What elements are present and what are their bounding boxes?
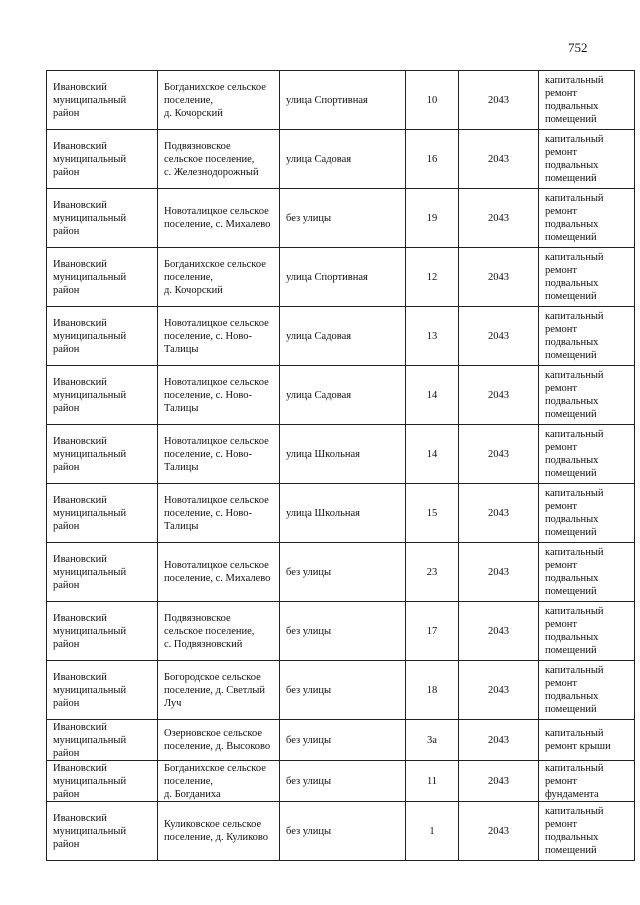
district-cell <box>47 71 158 130</box>
settlement-cell-line: Луч <box>164 697 182 709</box>
work-type-cell-line: подвальных <box>545 832 599 843</box>
work-type-cell-line: ремонт <box>545 147 578 158</box>
district-cell-line: муниципальный <box>53 734 127 746</box>
settlement-cell-line: поселение, с. Михалево <box>164 219 271 230</box>
work-type-cell <box>539 189 635 248</box>
house-number-cell: 19 <box>406 189 459 248</box>
street-cell: без улицы <box>280 761 406 802</box>
work-type-cell-line: ремонт <box>545 442 578 453</box>
street-cell: без улицы <box>280 661 406 720</box>
table-row <box>47 366 635 425</box>
year-cell: 2043 <box>459 71 539 130</box>
settlement-cell <box>158 71 280 130</box>
year-cell: 2043 <box>459 189 539 248</box>
district-cell-line: Ивановский <box>53 199 107 211</box>
work-type-cell-line: ремонт <box>545 383 578 394</box>
work-type-cell-line: помещений <box>545 845 597 856</box>
settlement-cell <box>158 802 280 861</box>
district-cell-line: район <box>53 343 80 355</box>
work-type-cell-line: помещений <box>545 409 597 420</box>
work-type-cell-line: капитальный <box>545 762 604 774</box>
year-cell: 2043 <box>459 307 539 366</box>
year-cell: 2043 <box>459 366 539 425</box>
year-cell: 2043 <box>459 130 539 189</box>
settlement-cell <box>158 602 280 661</box>
house-number-cell: 15 <box>406 484 459 543</box>
settlement-cell <box>158 761 280 802</box>
work-type-cell-line: капитальный <box>545 252 604 263</box>
settlement-cell-line: Новоталицкое сельское <box>164 376 269 388</box>
settlement-cell-line: Новоталицкое сельское <box>164 560 269 571</box>
district-cell-line: муниципальный <box>53 684 127 696</box>
house-number-cell: 13 <box>406 307 459 366</box>
settlement-cell-line: д. Кочорский <box>164 284 223 296</box>
settlement-cell-line: поселение, с. Ново- <box>164 389 253 401</box>
settlement-cell-line: поселение, с. Михалево <box>164 573 271 584</box>
street-cell: без улицы <box>280 189 406 248</box>
work-type-cell-line: капитальный <box>545 370 604 381</box>
work-type-cell-line: помещений <box>545 586 597 597</box>
district-cell <box>47 366 158 425</box>
work-type-cell-line: помещений <box>545 291 597 302</box>
work-type-cell-line: помещений <box>545 468 597 479</box>
work-type-cell-line: ремонт крыши <box>545 741 611 752</box>
district-cell-line: район <box>53 166 80 178</box>
work-type-cell-line: ремонт <box>545 775 578 787</box>
work-type-cell <box>539 484 635 543</box>
work-type-cell-line: помещений <box>545 704 597 715</box>
house-number-cell: 23 <box>406 543 459 602</box>
settlement-cell <box>158 661 280 720</box>
work-type-cell-line: ремонт <box>545 501 578 512</box>
district-cell-line: Ивановский <box>53 721 107 733</box>
table-row <box>47 761 635 802</box>
district-cell-line: Ивановский <box>53 812 107 824</box>
settlement-cell <box>158 130 280 189</box>
street-cell: без улицы <box>280 602 406 661</box>
year-cell: 2043 <box>459 602 539 661</box>
district-cell-line: муниципальный <box>53 566 127 578</box>
work-type-cell <box>539 130 635 189</box>
work-type-cell <box>539 802 635 861</box>
settlement-cell <box>158 425 280 484</box>
work-type-cell-line: подвальных <box>545 160 599 171</box>
settlement-cell-line: поселение, <box>164 271 214 283</box>
work-type-cell-line: ремонт <box>545 324 578 335</box>
year-cell: 2043 <box>459 248 539 307</box>
district-cell <box>47 307 158 366</box>
settlement-cell-line: Богданихское сельское <box>164 81 266 93</box>
house-number-cell: 16 <box>406 130 459 189</box>
work-type-cell <box>539 71 635 130</box>
work-type-cell-line: помещений <box>545 527 597 538</box>
settlement-cell-line: Новоталицкое сельское <box>164 435 269 447</box>
table-row <box>47 543 635 602</box>
district-cell <box>47 248 158 307</box>
work-type-cell-line: капитальный <box>545 134 604 145</box>
district-cell <box>47 602 158 661</box>
page-number: 752 <box>568 40 588 55</box>
settlement-cell <box>158 189 280 248</box>
work-type-cell-line: капитальный <box>545 665 604 676</box>
work-type-cell-line: подвальных <box>545 691 599 702</box>
work-type-cell-line: помещений <box>545 232 597 243</box>
work-type-cell-line: капитальный <box>545 547 604 558</box>
house-number-cell: 14 <box>406 366 459 425</box>
district-cell-line: муниципальный <box>53 825 127 837</box>
district-cell <box>47 425 158 484</box>
house-number-cell: 3а <box>406 720 459 761</box>
house-number-cell: 18 <box>406 661 459 720</box>
district-cell-line: район <box>53 520 80 532</box>
street-cell: без улицы <box>280 720 406 761</box>
table-row <box>47 484 635 543</box>
district-cell-line: муниципальный <box>53 507 127 519</box>
work-type-cell-line: подвальных <box>545 278 599 289</box>
settlement-cell-line: поселение, с. Ново- <box>164 507 253 519</box>
work-type-cell <box>539 366 635 425</box>
district-cell-line: муниципальный <box>53 330 127 342</box>
table-row <box>47 602 635 661</box>
settlement-cell-line: поселение, с. Ново- <box>164 448 253 460</box>
work-type-cell <box>539 543 635 602</box>
district-cell-line: муниципальный <box>53 625 127 637</box>
work-type-cell-line: ремонт <box>545 206 578 217</box>
district-cell-line: Ивановский <box>53 435 107 447</box>
work-type-cell-line: подвальных <box>545 514 599 525</box>
table-body <box>47 71 635 861</box>
settlement-cell-line: д. Кочорский <box>164 107 223 119</box>
work-type-cell-line: подвальных <box>545 573 599 584</box>
work-type-cell-line: подвальных <box>545 101 599 112</box>
settlement-cell-line: Богданихское сельское <box>164 762 266 774</box>
work-type-cell <box>539 720 635 761</box>
work-type-cell-line: ремонт <box>545 678 578 689</box>
table-row <box>47 130 635 189</box>
settlement-cell-line: поселение, <box>164 775 214 787</box>
year-cell: 2043 <box>459 425 539 484</box>
district-cell-line: район <box>53 107 80 119</box>
work-type-cell-line: ремонт <box>545 819 578 830</box>
district-cell <box>47 130 158 189</box>
settlement-cell-line: Талицы <box>164 343 199 355</box>
settlement-cell-line: поселение, д. Куликово <box>164 832 269 843</box>
settlement-cell-line: Подвязновское <box>164 612 231 624</box>
settlement-cell <box>158 366 280 425</box>
street-cell: улица Спортивная <box>280 71 406 130</box>
street-cell: улица Садовая <box>280 307 406 366</box>
work-type-cell-line: капитальный <box>545 488 604 499</box>
table-row <box>47 661 635 720</box>
work-type-cell-line: капитальный <box>545 806 604 817</box>
settlement-cell <box>158 248 280 307</box>
settlement-cell-line: сельское поселение, <box>164 153 255 165</box>
settlement-cell-line: с. Подвязновский <box>164 638 243 650</box>
district-cell-line: Ивановский <box>53 762 107 774</box>
district-cell-line: район <box>53 461 80 473</box>
district-cell <box>47 189 158 248</box>
district-cell-line: муниципальный <box>53 153 127 165</box>
district-cell-line: Ивановский <box>53 258 107 270</box>
district-cell-line: Ивановский <box>53 317 107 329</box>
work-type-cell-line: ремонт <box>545 88 578 99</box>
year-cell: 2043 <box>459 484 539 543</box>
settlement-cell-line: Подвязновское <box>164 140 231 152</box>
settlement-cell-line: поселение, д. Светлый <box>164 684 266 696</box>
settlement-cell-line: д. Богданиха <box>164 788 221 800</box>
table-row <box>47 189 635 248</box>
district-cell <box>47 761 158 802</box>
table-row <box>47 248 635 307</box>
work-type-cell-line: подвальных <box>545 337 599 348</box>
district-cell <box>47 802 158 861</box>
district-cell-line: муниципальный <box>53 94 127 106</box>
district-cell-line: муниципальный <box>53 448 127 460</box>
work-type-cell-line: помещений <box>545 645 597 656</box>
work-type-cell-line: подвальных <box>545 219 599 230</box>
table-row <box>47 307 635 366</box>
work-type-cell-line: капитальный <box>545 728 604 739</box>
repair-schedule-table <box>46 70 635 861</box>
work-type-cell-line: ремонт <box>545 265 578 276</box>
settlement-cell-line: Новоталицкое сельское <box>164 494 269 506</box>
settlement-cell <box>158 543 280 602</box>
work-type-cell-line: фундамента <box>545 788 599 800</box>
work-type-cell-line: капитальный <box>545 606 604 617</box>
work-type-cell-line: помещений <box>545 114 597 125</box>
district-cell-line: муниципальный <box>53 212 127 224</box>
house-number-cell: 14 <box>406 425 459 484</box>
settlement-cell-line: поселение, с. Ново- <box>164 330 253 342</box>
district-cell-line: район <box>53 225 80 237</box>
house-number-cell: 11 <box>406 761 459 802</box>
street-cell: без улицы <box>280 543 406 602</box>
district-cell-line: Ивановский <box>53 140 107 152</box>
street-cell: улица Садовая <box>280 130 406 189</box>
district-cell-line: район <box>53 747 80 759</box>
district-cell-line: Ивановский <box>53 553 107 565</box>
year-cell: 2043 <box>459 543 539 602</box>
table-row <box>47 425 635 484</box>
table-row <box>47 720 635 761</box>
settlement-cell-line: Озерновское сельское <box>164 728 263 739</box>
settlement-cell <box>158 307 280 366</box>
district-cell-line: район <box>53 788 80 800</box>
table-row <box>47 802 635 861</box>
work-type-cell-line: помещений <box>545 173 597 184</box>
settlement-cell-line: Богородское сельское <box>164 671 261 683</box>
district-cell-line: муниципальный <box>53 389 127 401</box>
district-cell-line: район <box>53 638 80 650</box>
settlement-cell-line: с. Железнодорожный <box>164 166 259 178</box>
street-cell: улица Школьная <box>280 425 406 484</box>
district-cell-line: район <box>53 697 80 709</box>
settlement-cell <box>158 720 280 761</box>
settlement-cell-line: Новоталицкое сельское <box>164 317 269 329</box>
work-type-cell <box>539 307 635 366</box>
district-cell-line: район <box>53 579 80 591</box>
district-cell-line: Ивановский <box>53 671 107 683</box>
work-type-cell <box>539 425 635 484</box>
street-cell: улица Спортивная <box>280 248 406 307</box>
work-type-cell-line: помещений <box>545 350 597 361</box>
work-type-cell-line: ремонт <box>545 560 578 571</box>
district-cell-line: муниципальный <box>53 271 127 283</box>
table-row <box>47 71 635 130</box>
settlement-cell-line: Богданихское сельское <box>164 258 266 270</box>
house-number-cell: 12 <box>406 248 459 307</box>
work-type-cell <box>539 661 635 720</box>
settlement-cell-line: Новоталицкое сельское <box>164 206 269 217</box>
work-type-cell-line: капитальный <box>545 429 604 440</box>
work-type-cell <box>539 761 635 802</box>
district-cell <box>47 543 158 602</box>
settlement-cell-line: Талицы <box>164 520 199 532</box>
settlement-cell-line: поселение, <box>164 94 214 106</box>
settlement-cell-line: сельское поселение, <box>164 625 255 637</box>
work-type-cell-line: капитальный <box>545 193 604 204</box>
work-type-cell-line: подвальных <box>545 396 599 407</box>
settlement-cell-line: Куликовское сельское <box>164 819 262 830</box>
district-cell-line: Ивановский <box>53 494 107 506</box>
district-cell-line: район <box>53 402 80 414</box>
street-cell: без улицы <box>280 802 406 861</box>
house-number-cell: 1 <box>406 802 459 861</box>
work-type-cell-line: подвальных <box>545 455 599 466</box>
work-type-cell-line: ремонт <box>545 619 578 630</box>
year-cell: 2043 <box>459 802 539 861</box>
house-number-cell: 10 <box>406 71 459 130</box>
year-cell: 2043 <box>459 661 539 720</box>
street-cell: улица Садовая <box>280 366 406 425</box>
district-cell <box>47 661 158 720</box>
work-type-cell <box>539 602 635 661</box>
district-cell-line: район <box>53 284 80 296</box>
settlement-cell-line: поселение, д. Высоково <box>164 741 271 752</box>
work-type-cell <box>539 248 635 307</box>
district-cell-line: муниципальный <box>53 775 127 787</box>
district-cell <box>47 720 158 761</box>
work-type-cell-line: подвальных <box>545 632 599 643</box>
year-cell: 2043 <box>459 720 539 761</box>
district-cell <box>47 484 158 543</box>
settlement-cell <box>158 484 280 543</box>
settlement-cell-line: Талицы <box>164 461 199 473</box>
house-number-cell: 17 <box>406 602 459 661</box>
district-cell-line: Ивановский <box>53 612 107 624</box>
work-type-cell-line: капитальный <box>545 75 604 86</box>
year-cell: 2043 <box>459 761 539 802</box>
district-cell-line: район <box>53 838 80 850</box>
district-cell-line: Ивановский <box>53 81 107 93</box>
street-cell: улица Школьная <box>280 484 406 543</box>
work-type-cell-line: капитальный <box>545 311 604 322</box>
district-cell-line: Ивановский <box>53 376 107 388</box>
settlement-cell-line: Талицы <box>164 402 199 414</box>
